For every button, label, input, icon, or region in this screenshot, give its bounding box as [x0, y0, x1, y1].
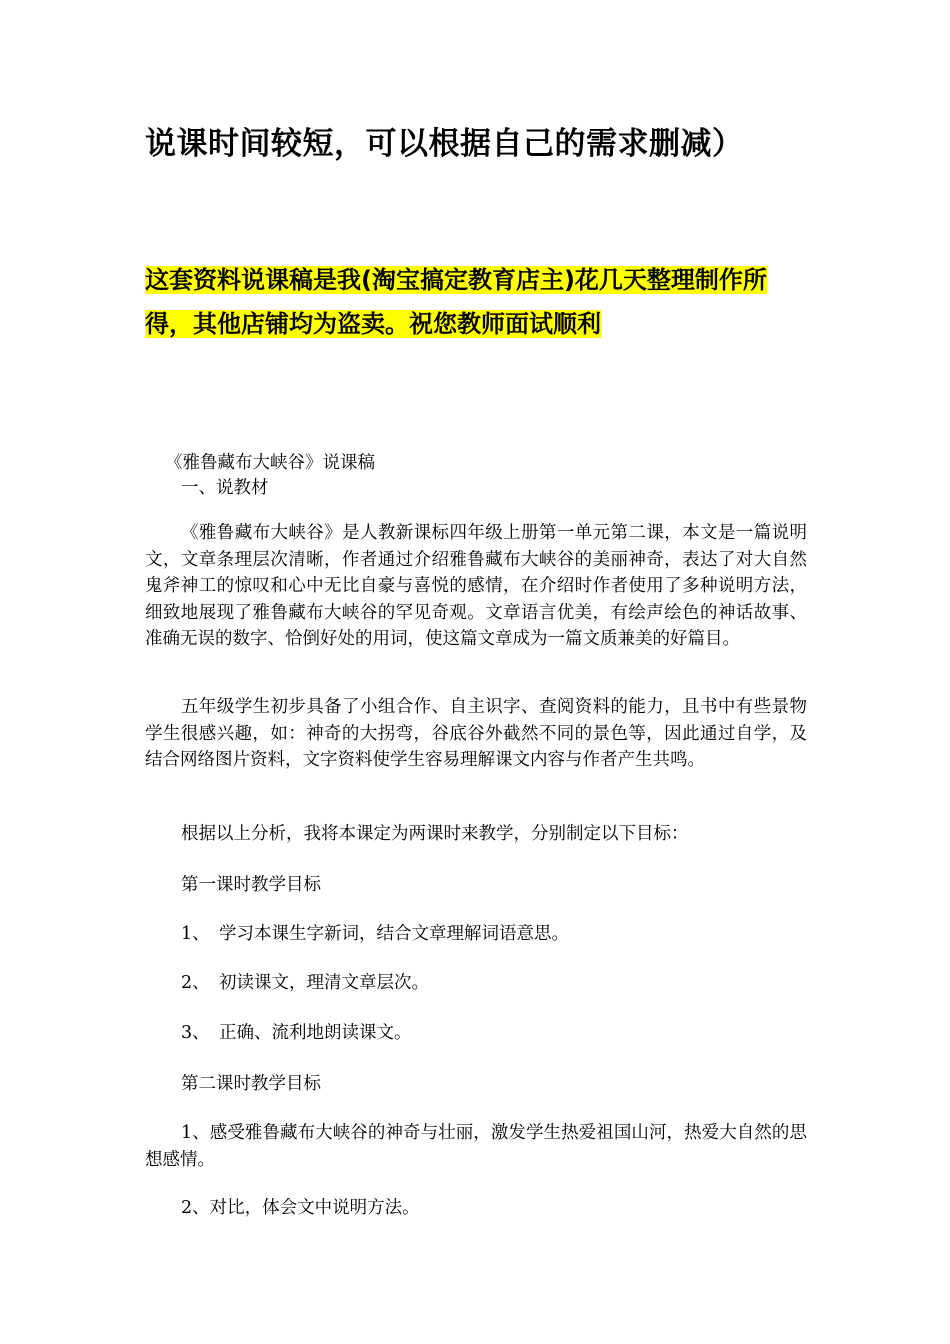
lesson2-goal-item: 1、感受雅鲁藏布大峡谷的神奇与壮丽，激发学生热爱祖国山河，热爱大自然的思想感情。	[145, 1123, 807, 1170]
lesson1-goal-item	[181, 921, 569, 947]
paragraph-student-analysis: 五年级学生初步具备了小组合作、自主识字、查阅资料的能力，且书中有些景物学生很感兴趣，如：神奇的大拐弯，谷底谷外截然不同的景色等，因此通过自学，及结合网络图片资料，文字资料使学生容易理解课文内容与作者产生共鸣。	[145, 697, 807, 770]
item-number: 1、	[181, 924, 210, 944]
lesson1-goal-item	[181, 1020, 412, 1046]
paragraph-lesson-plan: 根据以上分析，我将本课定为两课时来教学，分别制定以下目标：	[181, 824, 689, 844]
item-number: 3、	[181, 1023, 210, 1043]
notice-block	[145, 258, 810, 346]
item-number: 2、	[181, 973, 210, 993]
item-text: 初读课文，理清文章层次。	[219, 973, 429, 993]
notice-line-1: 这套资料说课稿是我(淘宝搞定教育店主)花几天整理制作所	[145, 266, 767, 294]
lesson1-title: 第一课时教学目标	[181, 875, 321, 895]
item-text: 学习本课生字新词，结合文章理解词语意思。	[219, 924, 569, 944]
paragraph-textbook-analysis: 《雅鲁藏布大峡谷》是人教新课标四年级上册第一单元第二课，本文是一篇说明文，文章条理层次清晰，作者通过介绍雅鲁藏布大峡谷的美丽神奇，表达了对大自然鬼斧神工的惊叹和心中无比自豪与喜悦的感情，在介绍时作者使用了多种说明方法，细致地展现了雅鲁藏布大峡谷的罕见奇观。文章语言优美，有绘声绘色的神话故事、准确无误的数字、恰倒好处的用词，使这篇文章成为一篇文质兼美的好篇目。	[145, 523, 807, 649]
lesson1-goal-item	[181, 970, 429, 996]
page-heading: 说课时间较短，可以根据自己的需求删减）	[145, 126, 744, 162]
item-text: 正确、流利地朗读课文。	[219, 1023, 412, 1043]
lesson2-title: 第二课时教学目标	[181, 1074, 321, 1094]
document-title: 《雅鲁藏布大峡谷》说课稿	[165, 453, 375, 473]
notice-line-2: 得，其他店铺均为盗卖。祝您教师面试顺利	[145, 310, 601, 338]
lesson2-goal-item: 2、对比，体会文中说明方法。	[181, 1198, 420, 1218]
section-heading-materials: 一、说教材	[181, 478, 269, 498]
